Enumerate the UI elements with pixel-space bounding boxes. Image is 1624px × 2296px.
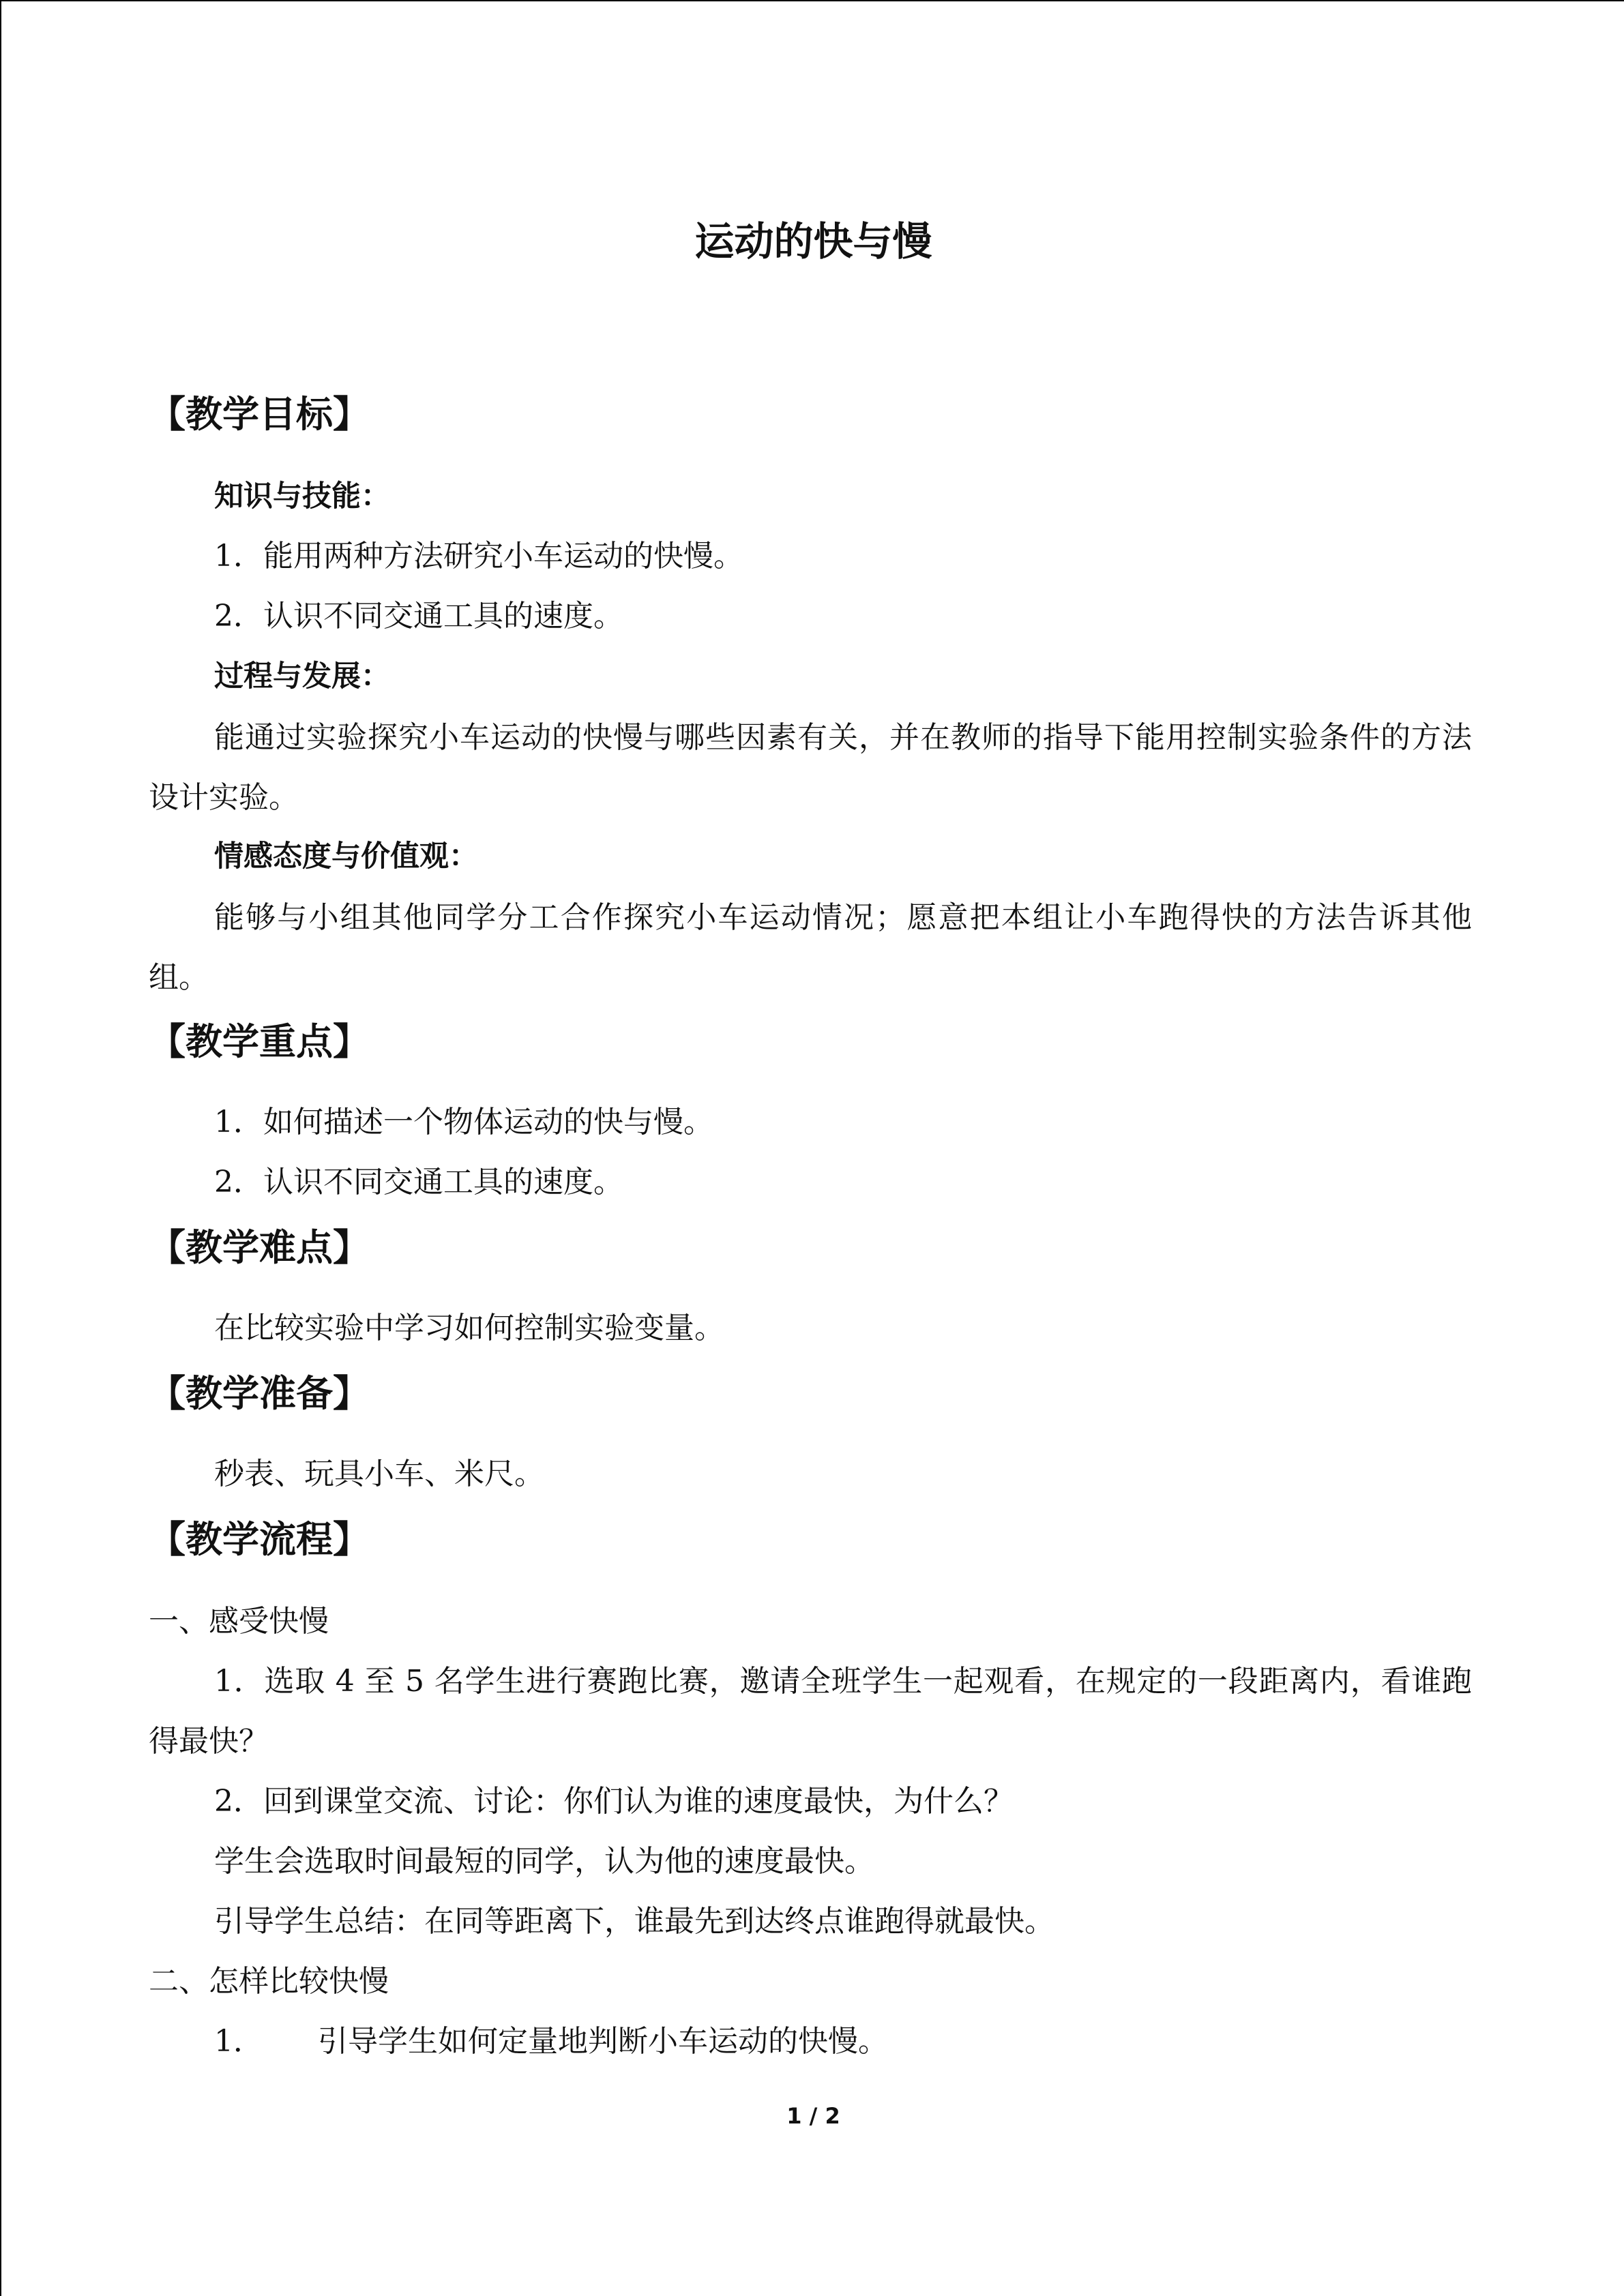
difficulty-text: 在比较实验中学习如何控制实验变量。 [214,1311,724,1345]
part-1-title: 一、感受快慢 [149,1604,329,1639]
emotion-paragraph: 能够与小组其他同学分工合作探究小车运动情况；愿意把本组让小车跑得快的方法告诉其他组。 [149,900,1472,995]
page-number: 1 / 2 [786,2103,840,2129]
part-2-item-1-text: 引导学生如何定量地判断小车运动的快慢。 [318,2024,888,2059]
knowledge-item-2: 2．认识不同交通工具的速度。 [214,599,623,633]
heading-preparation: 【教学准备】 [149,1372,370,1415]
heading-key-points: 【教学重点】 [149,1020,370,1063]
part-1-note-1: 学生会选取时间最短的同学，认为他的速度最快。 [214,1844,874,1879]
process-paragraph: 能通过实验探究小车运动的快慢与哪些因素有关，并在教师的指导下能用控制实验条件的方法设计实验。 [149,720,1472,815]
heading-teaching-process: 【教学流程】 [149,1518,370,1561]
knowledge-item-1: 1．能用两种方法研究小车运动的快慢。 [214,539,743,573]
label-emotion-values: 情感态度与价值观： [214,839,478,874]
label-knowledge-skills: 知识与技能： [214,479,390,513]
part-2-item-1-number: 1． [214,2024,263,2059]
document-title: 运动的快与慢 [694,218,932,265]
part-2-item-1 [214,2021,888,2062]
preparation-text: 秒表、玩具小车、米尺。 [214,1457,544,1491]
label-process-development: 过程与发展： [214,659,390,694]
part-1-item-1: 1．选取 4 至 5 名学生进行赛跑比赛，邀请全班学生一起观看，在规定的一段距离内，看谁跑得最快？ [149,1664,1472,1759]
part-1-note-2: 引导学生总结：在同等距离下，谁最先到达终点谁跑得就最快。 [214,1904,1054,1939]
heading-teaching-goals: 【教学目标】 [149,393,370,436]
part-2-title: 二、怎样比较快慢 [149,1964,389,1999]
key-point-item-2: 2．认识不同交通工具的速度。 [214,1165,623,1199]
heading-difficulties: 【教学难点】 [149,1226,370,1269]
key-point-item-1: 1．如何描述一个物体运动的快与慢。 [214,1105,713,1139]
part-1-item-2: 2．回到课堂交流、讨论：你们认为谁的速度最快，为什么？ [214,1784,1014,1819]
